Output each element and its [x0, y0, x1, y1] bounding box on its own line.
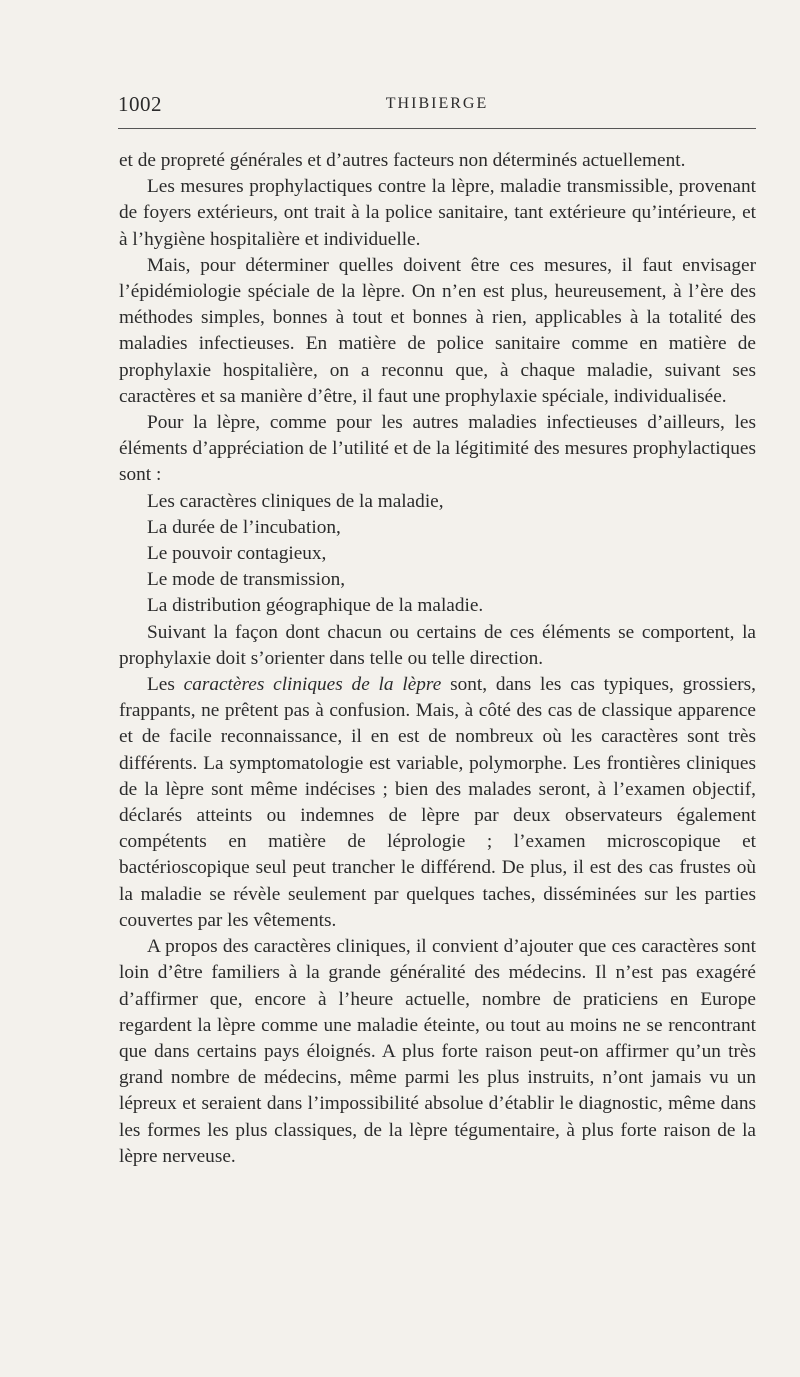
- list-item: Les caractères cliniques de la maladie,: [147, 490, 444, 512]
- page-number: 1002: [118, 92, 162, 116]
- paragraph-prophylactic-measures: Les mesures prophylactiques contre la lèpre, maladie transmissible, provenant de foyers extérieurs, ont trait à la police sanitaire, tant extérieure qu’intérieure, et à l’hygiène hospitalière et individuelle.: [119, 176, 756, 250]
- clinical-lead: Les: [147, 674, 184, 696]
- paragraph-continuation: et de propreté générales et d’autres facteurs non déterminés actuellement.: [119, 150, 686, 171]
- list-item: La durée de l’incubation,: [147, 516, 341, 538]
- clinical-italic-term: caractères cliniques de la lèpre: [183, 674, 442, 696]
- body-text: [119, 148, 756, 1170]
- list-item: La distribution géographique de la maladie.: [147, 595, 484, 617]
- clinical-rest: sont, dans les cas typiques, grossiers, frappants, ne prêtent pas à confusion. Mais, à côté des cas de classique apparence et de facile reconnaissance, il en est de nombreux où les caractères sont très différents. La symptomatologie est variable, polymorphe. Les frontières cliniques de la lèpre sont même indécises ; bien des malades seront, à l’examen objectif, déclarés atteints ou indemnes de lèpre par deux observateurs également compétents en matière de léprologie ; l’examen microscopique et bactérioscopique seul peut trancher le différend. De plus, il est des cas frustes où la maladie se révèle seulement par quelques taches, disséminées sur les parties couvertes par les vêtements.: [119, 674, 757, 931]
- page-header: [118, 92, 756, 122]
- paragraph-appreciation-elements: Pour la lèpre, comme pour les autres maladies infectieuses d’ailleurs, les éléments d’appréciation de l’utilité et de la légitimité des mesures prophylactiques sont :: [119, 412, 756, 486]
- running-head: THIBIERGE: [385, 95, 489, 112]
- paragraph-clinical-characters: [119, 672, 756, 934]
- paragraph-orientation: Suivant la façon dont chacun ou certains de ces éléments se comportent, la prophylaxie doit s’orienter dans telle ou telle direction.: [119, 621, 756, 669]
- list-item: Le pouvoir contagieux,: [147, 543, 327, 565]
- list-item: Le mode de transmission,: [147, 569, 346, 591]
- paragraph-epidemiology: Mais, pour déterminer quelles doivent être ces mesures, il faut envisager l’épidémiologie spéciale de la lèpre. On n’en est plus, heureusement, à l’ère des méthodes simples, bonnes à tout et bonnes à rien, applicables à la totalité des maladies infectieuses. En matière de police sanitaire comme en matière de prophylaxie hospitalière, on a reconnu que, à chaque maladie, suivant ses caractères et sa manière d’être, il faut une prophylaxie spéciale, individualisée.: [119, 254, 756, 407]
- paragraph-familiarity: A propos des caractères cliniques, il convient d’ajouter que ces caractères sont loin d’être familiers à la grande généralité des médecins. Il n’est pas exagéré d’affirmer que, encore à l’heure actuelle, nombre de praticiens en Europe regardent la lèpre comme une maladie éteinte, ou tout au moins ne se rencontrant que dans certains pays éloignés. A plus forte raison peut-on affirmer qu’un très grand nombre de médecins, même parmi les plus instruits, n’ont jamais vu un lépreux et seraient dans l’impossibilité absolue d’établir le diagnostic, même dans les formes les plus classiques, de la lèpre tégumentaire, à plus forte raison de la lèpre nerveuse.: [119, 936, 756, 1167]
- header-rule: [118, 128, 756, 129]
